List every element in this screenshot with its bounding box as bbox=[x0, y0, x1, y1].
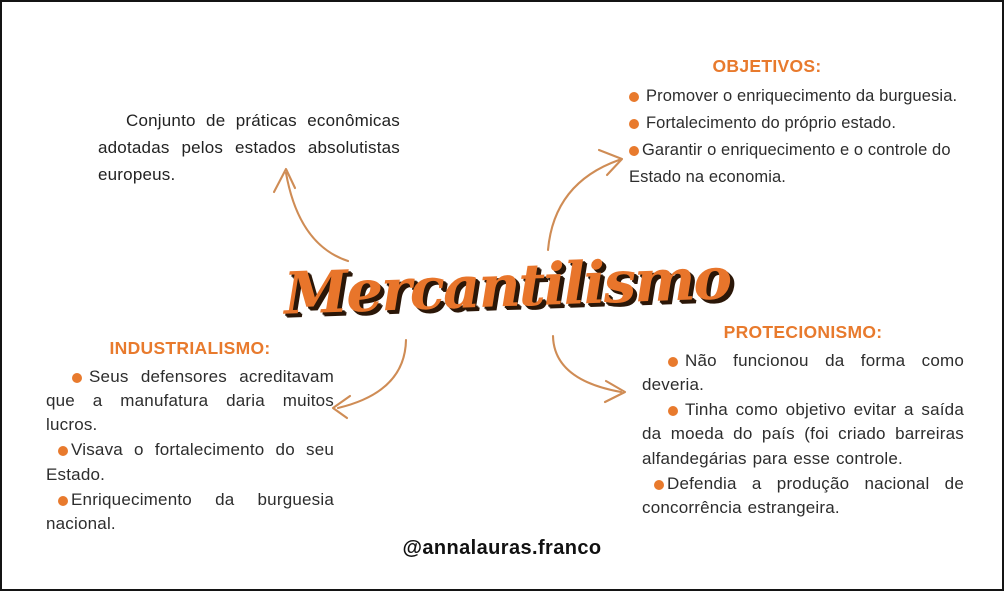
bullet-icon bbox=[58, 446, 68, 456]
list-item bbox=[629, 137, 961, 191]
list-item bbox=[629, 110, 961, 137]
objetivos-heading: OBJETIVOS: bbox=[712, 56, 822, 76]
arrow-to-protecionismo-icon bbox=[553, 336, 625, 402]
bullet-icon bbox=[58, 496, 68, 506]
list-item bbox=[46, 438, 334, 486]
list-item-text: Defendia a produção nacional de concorrência estrangeira. bbox=[642, 473, 964, 517]
page-title: Mercantilismo bbox=[282, 244, 732, 328]
list-item bbox=[642, 472, 964, 520]
intro-text: Conjunto de práticas econômicas adotadas pelos estados absolutistas europeus. bbox=[98, 111, 400, 185]
bullet-icon bbox=[629, 119, 639, 129]
list-item bbox=[642, 349, 964, 397]
bullet-icon bbox=[654, 480, 664, 490]
list-item-text: Garantir o enriquecimento e o controle do Estado na economia. bbox=[629, 141, 951, 187]
arrow-to-objetivos-icon bbox=[548, 150, 622, 250]
list-item bbox=[642, 398, 964, 470]
list-item bbox=[46, 488, 334, 536]
protecionismo-heading: PROTECIONISMO: bbox=[723, 322, 883, 342]
list-item-text: Visava o fortalecimento do seu Estado. bbox=[46, 440, 334, 484]
list-item-text: Promover o enriquecimento da burguesia. bbox=[646, 87, 958, 105]
list-item bbox=[629, 83, 961, 110]
section-industrialismo bbox=[46, 338, 334, 537]
list-item-text: Não funcionou da forma como deveria. bbox=[642, 351, 964, 395]
bullet-icon bbox=[668, 357, 678, 367]
section-protecionismo bbox=[642, 322, 964, 521]
list-item-text: Tinha como objetivo evitar a saída da moeda do país (foi criado barreiras alfandegárias para esse controle. bbox=[642, 400, 964, 468]
section-objetivos bbox=[629, 56, 961, 191]
industrialismo-heading: INDUSTRIALISMO: bbox=[109, 338, 271, 358]
list-item bbox=[46, 365, 334, 437]
list-item-text: Enriquecimento da burguesia nacional. bbox=[46, 489, 334, 533]
author-handle: @annalauras.franco bbox=[402, 537, 602, 559]
bullet-icon bbox=[668, 406, 678, 416]
bullet-icon bbox=[72, 373, 82, 383]
arrow-to-industrialismo-icon bbox=[333, 340, 406, 418]
list-item-text: Seus defensores acreditavam que a manufatura daria muitos lucros. bbox=[46, 367, 334, 435]
bullet-icon bbox=[629, 92, 639, 102]
list-item-text: Fortalecimento do próprio estado. bbox=[646, 114, 897, 133]
bullet-icon bbox=[629, 146, 639, 156]
